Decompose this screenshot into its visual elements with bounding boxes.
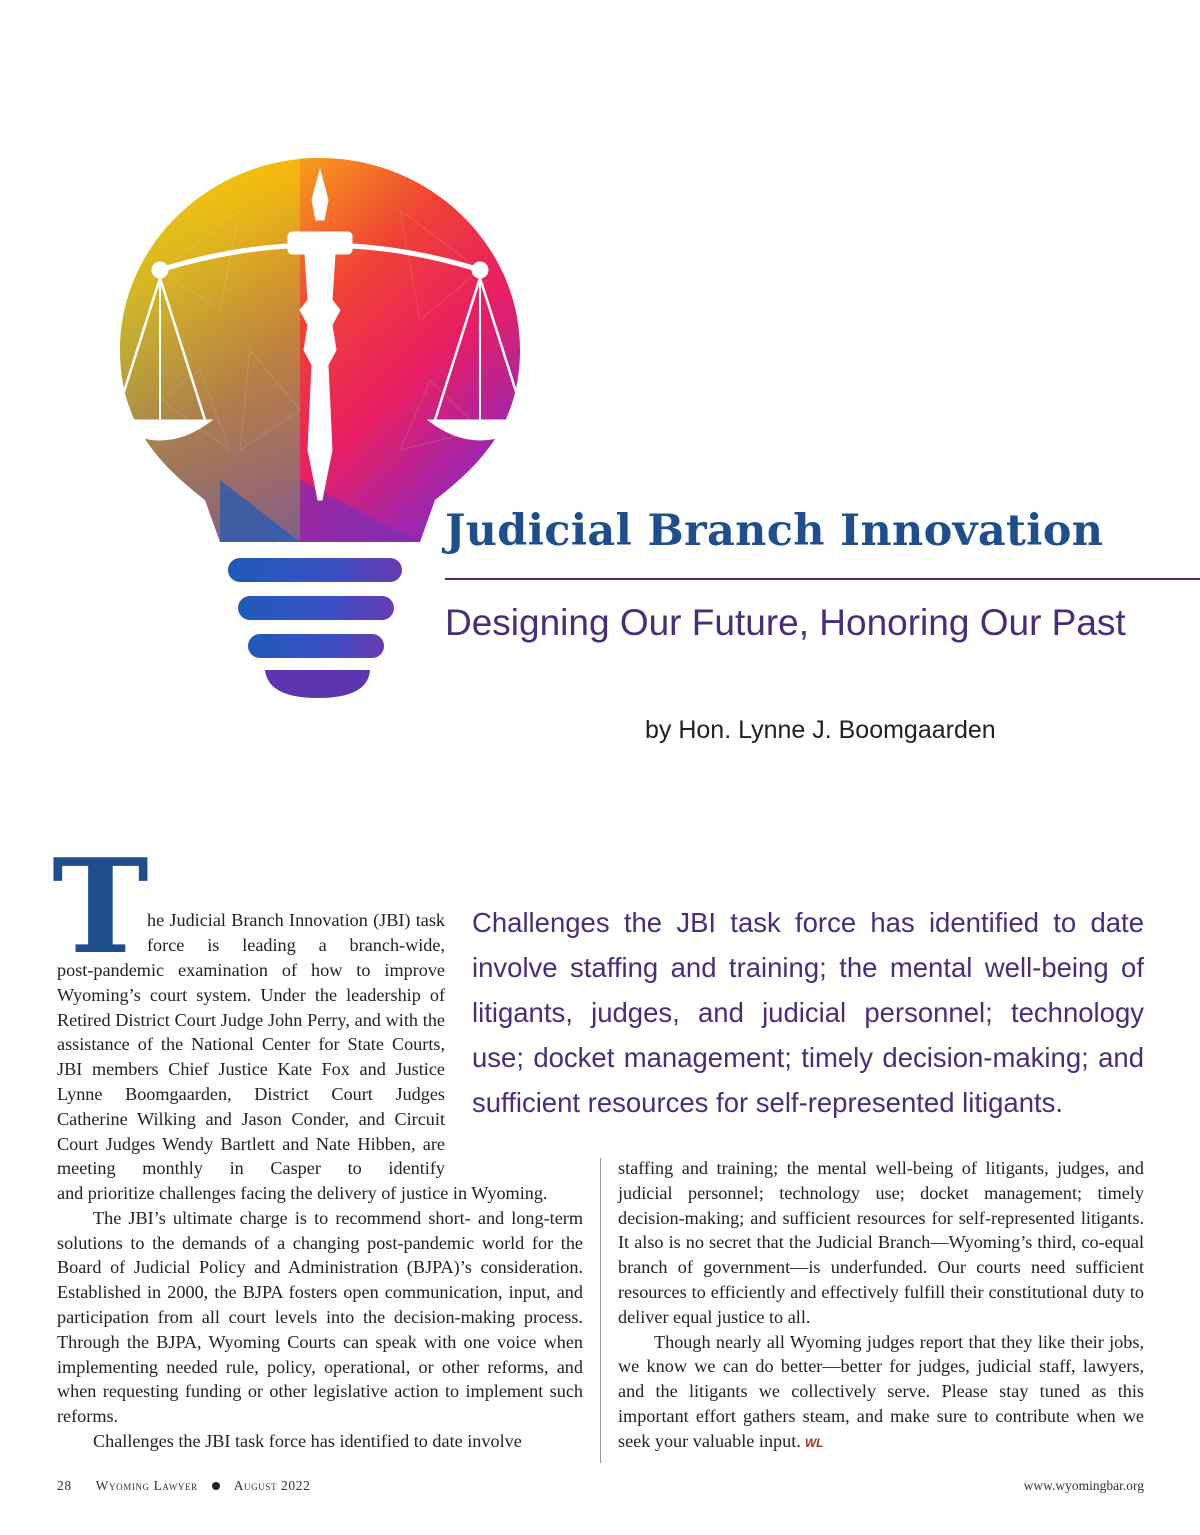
pull-quote: Challenges the JBI task force has identified to date involve staffing and training; the mental well-being of litigants, judges, and judicial personnel; technology use; docket management; timely decision-making; and sufficient resources for self-represented litigants. [472,907,1144,1118]
paragraph-4: Though nearly all Wyoming judges report that they like their jobs, we know we can do better—better for judges, judicial staff, lawyers, and the litigants we collectively serve. Please stay tuned as this important effort gathers steam, and make sure to contribute when we seek your valuable input. [618,1331,1144,1451]
page-footer [57,1478,310,1494]
paragraph-1 [57,958,445,1181]
drop-cap: T [52,830,149,983]
publication-name: Wyoming Lawyer [95,1478,198,1493]
end-mark-logo: WL [804,1435,824,1450]
column-divider [600,1158,601,1463]
paragraph-1-end: and prioritize challenges facing the delivery of justice in Wyoming. [57,1183,548,1203]
paragraph-2-block [57,1181,583,1454]
article-title: Judicial Branch Innovation [445,506,1104,556]
page-number: 28 [57,1478,72,1493]
paragraph-3-start: Challenges the JBI task force has identified to date involve [93,1430,522,1451]
article-subtitle: Designing Our Future, Honoring Our Past [445,602,1126,643]
author-byline: by Hon. Lynne J. Boomgaarden [645,716,996,744]
separator-dot [212,1482,220,1490]
paragraph-1-first-line: he Judicial Branch Innovation (JBI) task force is leading a branch-wide, [147,910,445,955]
paragraph-3-continued: staffing and training; the mental well-being of litigants, judges, and judicial personnel; technology use; docket management; timely decision-making; and sufficient resources for self-represented litigants. It also is no secret that the Judicial Branch—Wyoming’s third, co-equal branch of government—is underfunded. Our courts need sufficient resources to efficiently and effectively fulfill their constitutional duty to deliver equal justice to all. [618,1158,1144,1327]
column-2-text [618,1156,1144,1456]
paragraph-2: The JBI’s ultimate charge is to recommend short- and long-term solutions to the demands of a changing post-pandemic world for the Board of Judicial Policy and Administration (BJPA)’s consideration. Established in 2000, the BJPA fosters open communication, input, and participation from all court levels into the decision-making process. Through the BJPA, Wyoming Courts can speak with one voice when implementing needed rule, policy, operational, or other reforms, and when requesting funding or other legislative action to implement such reforms. [57,1207,583,1427]
issue-date: August 2022 [233,1478,311,1493]
title-divider [445,578,1200,580]
paragraph-1-body: post-pandemic examination of how to improve Wyoming’s court system. Under the leadership of Retired District Court Judge John Perry, and with the assistance of the National Center for State Courts, JBI members Chief Justice Kate Fox and Justice Lynne Boomgaarden, District Court Judges Catherine Wilking and Jason Conder, and Circuit Court Judges Wendy Bartlett and Nate Hibben, are meeting monthly in Casper to identify [57,960,445,1179]
website-link[interactable]: www.wyomingbar.org [1023,1478,1144,1493]
